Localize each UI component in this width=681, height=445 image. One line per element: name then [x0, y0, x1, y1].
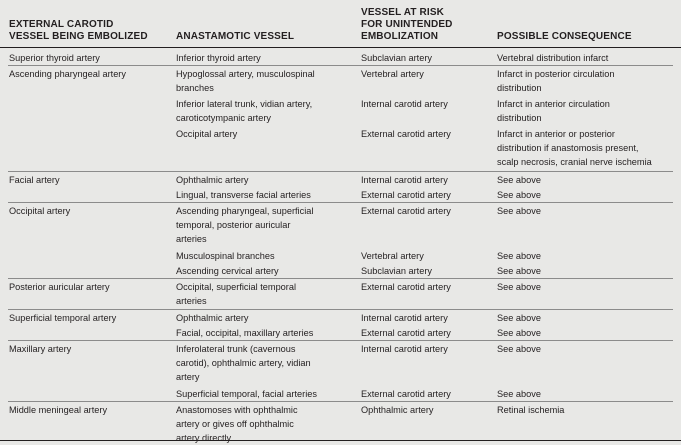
cell-vessel-embolized: Occipital artery — [9, 206, 71, 216]
cell-vessel-at-risk: Internal carotid artery — [361, 99, 448, 109]
cell-vessel-at-risk: Internal carotid artery — [361, 344, 448, 354]
group-separator — [8, 340, 673, 341]
group-separator — [8, 202, 673, 203]
cell-vessel-at-risk: Subclavian artery — [361, 266, 432, 276]
group-separator — [8, 309, 673, 310]
cell-possible-consequence: Retinal ischemia — [497, 405, 565, 415]
cell-vessel-embolized: Posterior auricular artery — [9, 282, 110, 292]
cell-possible-consequence: See above — [497, 313, 541, 323]
cell-possible-consequence: See above — [497, 175, 541, 185]
cell-possible-consequence: See above — [497, 328, 541, 338]
cell-possible-consequence: Infarct in anterior circulation distribution — [497, 99, 610, 123]
cell-anastomotic-vessel: Ophthalmic artery — [176, 175, 249, 185]
cell-anastomotic-vessel: Occipital artery — [176, 129, 238, 139]
cell-vessel-at-risk: Internal carotid artery — [361, 313, 448, 323]
cell-anastomotic-vessel: Anastomoses with ophthalmic artery or gives off ophthalmic artery directly — [176, 405, 298, 443]
group-separator — [8, 65, 673, 66]
cell-possible-consequence: Infarct in posterior circulation distribution — [497, 69, 615, 93]
cell-anastomotic-vessel: Inferolateral trunk (cavernous carotid), ophthalmic artery, vidian artery — [176, 344, 311, 382]
cell-possible-consequence: See above — [497, 266, 541, 276]
cell-possible-consequence: Vertebral distribution infarct — [497, 53, 609, 63]
cell-vessel-embolized: Facial artery — [9, 175, 60, 185]
group-separator — [8, 278, 673, 279]
cell-vessel-at-risk: External carotid artery — [361, 190, 451, 200]
cell-vessel-embolized: Ascending pharyngeal artery — [9, 69, 126, 79]
cell-possible-consequence: See above — [497, 344, 541, 354]
table-header — [0, 0, 681, 48]
cell-vessel-embolized: Middle meningeal artery — [9, 405, 108, 415]
cell-vessel-at-risk: External carotid artery — [361, 129, 451, 139]
cell-anastomotic-vessel: Inferior thyroid artery — [176, 53, 261, 63]
cell-vessel-embolized: Superficial temporal artery — [9, 313, 117, 323]
cell-possible-consequence: See above — [497, 389, 541, 399]
cell-vessel-at-risk: Ophthalmic artery — [361, 405, 434, 415]
cell-anastomotic-vessel: Hypoglossal artery, musculospinal branches — [176, 69, 315, 93]
cell-vessel-at-risk: External carotid artery — [361, 282, 451, 292]
group-separator — [8, 171, 673, 172]
cell-possible-consequence: Infarct in anterior or posterior distribution if anastomosis present, scalp necrosis, cranial nerve ischemia — [497, 129, 652, 167]
group-separator — [8, 401, 673, 402]
cell-anastomotic-vessel: Ascending cervical artery — [176, 266, 279, 276]
cell-anastomotic-vessel: Lingual, transverse facial arteries — [176, 190, 311, 200]
table-bottom-rule — [0, 440, 681, 441]
cell-anastomotic-vessel: Inferior lateral trunk, vidian artery, caroticotympanic artery — [176, 99, 313, 123]
cell-anastomotic-vessel: Superficial temporal, facial arteries — [176, 389, 317, 399]
cell-possible-consequence: See above — [497, 282, 541, 292]
cell-possible-consequence: See above — [497, 251, 541, 261]
cell-vessel-embolized: Maxillary artery — [9, 344, 72, 354]
cell-vessel-at-risk: External carotid artery — [361, 389, 451, 399]
cell-possible-consequence: See above — [497, 190, 541, 200]
cell-anastomotic-vessel: Musculospinal branches — [176, 251, 275, 261]
cell-anastomotic-vessel: Ascending pharyngeal, superficial temporal, posterior auricular arteries — [176, 206, 314, 244]
cell-vessel-embolized: Superior thyroid artery — [9, 53, 100, 63]
cell-vessel-at-risk: Internal carotid artery — [361, 175, 448, 185]
cell-vessel-at-risk: Subclavian artery — [361, 53, 432, 63]
cell-anastomotic-vessel: Occipital, superficial temporal arteries — [176, 282, 296, 306]
header-vessel-embolized: EXTERNAL CAROTID VESSEL BEING EMBOLIZED — [9, 19, 148, 42]
cell-anastomotic-vessel: Facial, occipital, maxillary arteries — [176, 328, 314, 338]
cell-vessel-at-risk: External carotid artery — [361, 206, 451, 216]
cell-vessel-at-risk: External carotid artery — [361, 328, 451, 338]
cell-vessel-at-risk: Vertebral artery — [361, 69, 424, 79]
cell-anastomotic-vessel: Ophthalmic artery — [176, 313, 249, 323]
header-vessel-at-risk: VESSEL AT RISK FOR UNINTENDED EMBOLIZATION — [361, 7, 453, 42]
header-possible-consequence: POSSIBLE CONSEQUENCE — [497, 31, 632, 42]
cell-vessel-at-risk: Vertebral artery — [361, 251, 424, 261]
header-anastomotic-vessel: ANASTAMOTIC VESSEL — [176, 31, 295, 42]
cell-possible-consequence: See above — [497, 206, 541, 216]
